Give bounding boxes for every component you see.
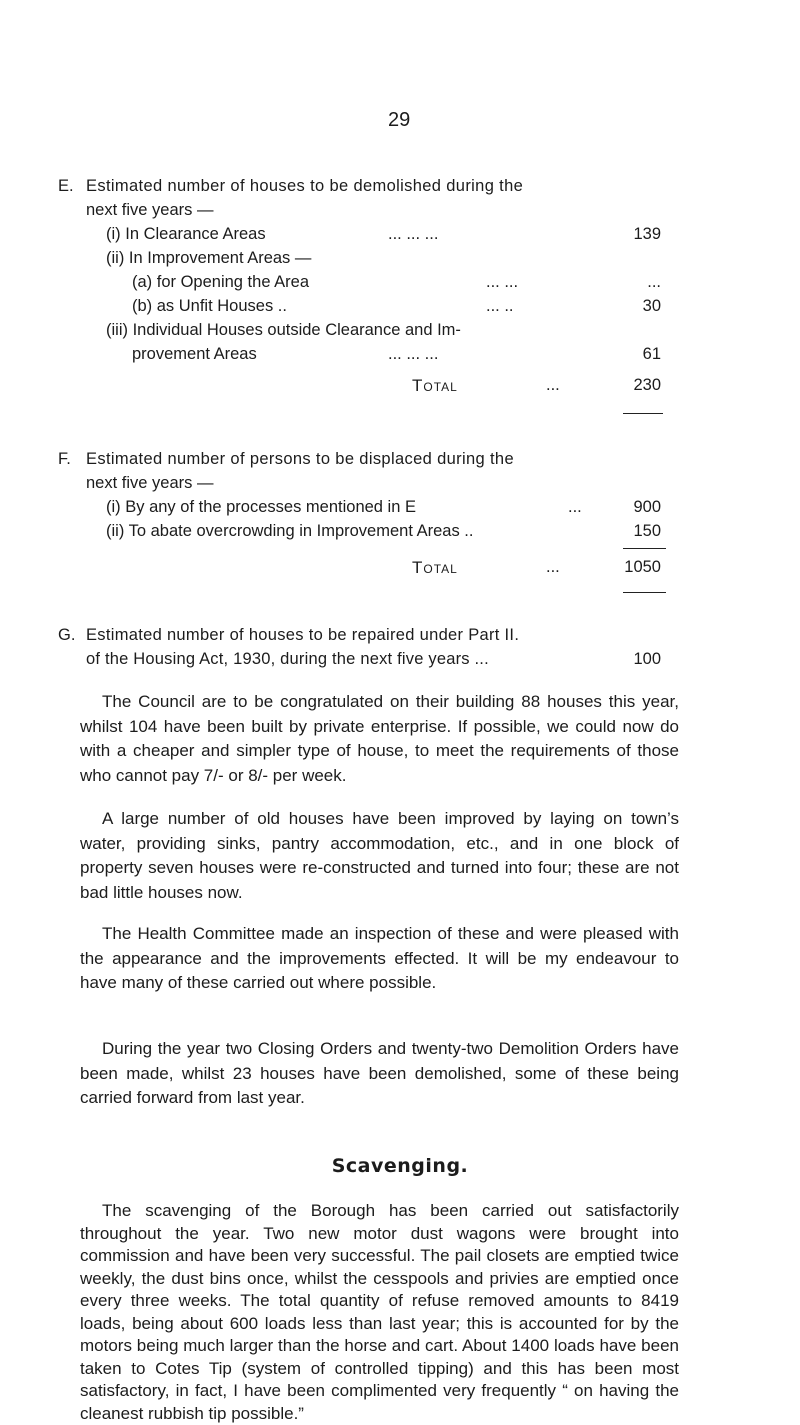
item-label: (i) In Clearance Areas — [106, 225, 266, 243]
leader-dots: ... ... — [486, 273, 519, 291]
item-label: (ii) In Improvement Areas — — [106, 249, 312, 267]
subtotal-rule — [623, 548, 666, 549]
leader-dots: ... — [546, 376, 560, 394]
paragraph-old-houses: A large number of old houses have been improved by laying on town’s water, providing sinks, pantry accommodation, etc., and in one block of property seven houses were re-constructed and turned into four; these are not bad little houses now. — [80, 809, 679, 902]
section-text-cont: of the Housing Act, 1930, during the next five years ... — [86, 650, 489, 668]
section-title-cont: next five years — — [86, 474, 214, 492]
section-label: G. — [58, 626, 76, 644]
item-label: (ii) To abate overcrowding in Improvement Areas .. — [106, 522, 474, 540]
item-label: (i) By any of the processes mentioned in E — [106, 498, 416, 516]
item-value: 30 — [642, 297, 661, 315]
item-value: 61 — [642, 345, 661, 363]
total-label: Total — [412, 376, 458, 395]
paragraph-council-houses: The Council are to be congratulated on their building 88 houses this year, whilst 104 have been built by private enterprise. If possible, we could now do with a cheaper and simpler type of house, to meet the requirements of those who cannot pay 7/- or 8/- per week. — [80, 692, 679, 785]
leader-dots: ... .. — [486, 297, 514, 315]
total-rule — [623, 413, 663, 414]
total-label: Total — [412, 558, 458, 577]
section-label: E. — [58, 177, 74, 195]
leader-dots: ... — [568, 498, 582, 516]
section-text: Estimated number of houses to be repaired under Part II. — [86, 626, 520, 644]
item-label: (b) as Unfit Houses .. — [132, 297, 287, 315]
paragraph-scavenging: The scavenging of the Borough has been carried out satisfactorily throughout the year. Two new motor dust wagons were brought into commission and have been very successful. The pail closets are emptied twice weekly, the dust bins once, whilst the cesspools and privies are emptied once every three weeks. The total quantity of refuse removed amounts to 8419 loads, being about 600 loads less than last year; this is accounted for by the motors being much larger than the horse and cart. About 1400 loads have been taken to Cotes Tip (system of controlled tipping) and this has been most satisfactory, in fact, I have been complimented very frequently “ on having the cleanest rubbish tip possible.” — [80, 1201, 679, 1423]
leader-dots: ... ... ... — [388, 225, 439, 243]
section-title-cont: next five years — — [86, 201, 214, 219]
total-value: 1050 — [624, 558, 661, 576]
item-value: 900 — [633, 498, 661, 516]
total-value: 230 — [633, 376, 661, 394]
section-heading-scavenging: Scavenging. — [331, 1155, 469, 1177]
section-title: Estimated number of houses to be demolished during the — [86, 177, 524, 195]
item-label: (a) for Opening the Area — [132, 273, 310, 291]
item-label: (iii) Individual Houses outside Clearance and Im- — [106, 321, 461, 339]
page-number: 29 — [388, 109, 411, 131]
item-value: 100 — [633, 650, 661, 668]
leader-dots: ... — [546, 558, 560, 576]
section-label: F. — [58, 450, 71, 468]
item-value: 139 — [633, 225, 661, 243]
item-label-cont: provement Areas — [132, 345, 257, 363]
leader-dots: ... ... ... — [388, 345, 439, 363]
item-value: 150 — [633, 522, 661, 540]
paragraph-health-committee: The Health Committee made an inspection of these and were pleased with the appearance and the improvements effected. It will be my endeavour to have many of these carried out where possible. — [80, 924, 679, 992]
section-title: Estimated number of persons to be displaced during the — [86, 450, 514, 468]
paragraph-closing-orders: During the year two Closing Orders and twenty-two Demolition Orders have been made, whilst 23 houses have been demolished, some of these being carried forward from last year. — [80, 1039, 679, 1107]
total-rule — [623, 592, 666, 593]
item-value: ... — [647, 273, 661, 291]
